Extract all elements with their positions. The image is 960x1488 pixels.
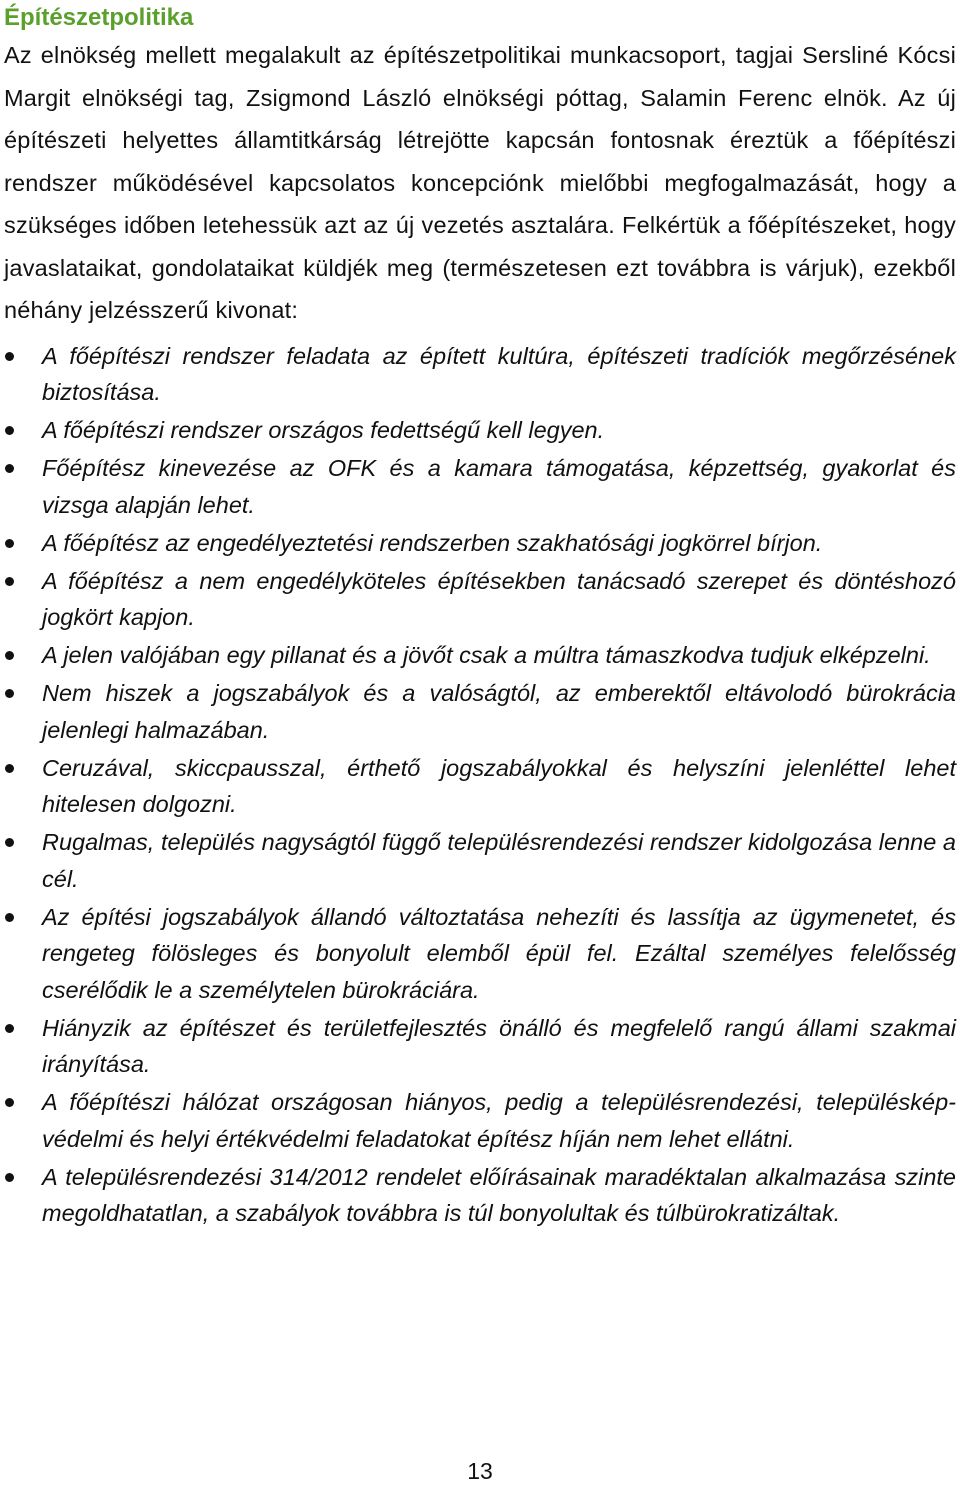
bullet-text: Az építési jogszabályok állandó változtatása nehezíti és lassítja az ügymenetet, és rengeteg fölösleges és bonyolult elemből épül fel. Ezáltal személyes felelősség cserélődik le a személytelen bürokráciára. [42,903,956,1003]
bullet-item [4,525,956,562]
bullet-dot-icon [5,913,14,922]
intro-paragraph: Az elnökség mellett megalakult az építészetpolitikai munkacsoport, tagjai Sersliné Kócsi Margit elnökségi tag, Zsigmond László elnökségi póttag, Salamin Ferenc elnök. Az új építészeti helyettes államtitkárság létrejötte kapcsán fontosnak éreztük a főépítészi rendszer működésével kapcsolatos koncepciónk mielőbbi megfogalmazását, hogy a szükséges időben letehessük azt az új vezetés asztalára. Felkértük a főépítészeket, hogy javaslataikat, gondolataikat küldjék meg (természetesen ezt továbbra is várjuk), ezekből néhány jelzésszerű kivonat: [4,42,956,323]
bullet-dot-icon [5,651,14,660]
bullet-dot-icon [5,539,14,548]
bullet-item [4,1084,956,1157]
bullet-item [4,450,956,523]
bullet-item [4,899,956,1009]
bullet-item [4,824,956,897]
bullet-dot-icon [5,1024,14,1033]
bullet-dot-icon [5,426,14,435]
bullet-item [4,1010,956,1083]
bullet-text: Ceruzával, skiccpausszal, érthető jogszabályokkal és helyszíni jelenléttel lehet hitelesen dolgozni. [42,754,956,817]
bullet-dot-icon [5,838,14,847]
bullet-item [4,412,956,449]
bullet-dot-icon [5,577,14,586]
bullet-dot-icon [5,764,14,773]
bullet-text: A főépítész az engedélyeztetési rendszerben szakhatósági jogkörrel bírjon. [42,529,823,556]
bullet-text: A településrendezési 314/2012 rendelet előírásainak maradéktalan alkalmazása szinte megoldhatatlan, a szabályok továbbra is túl bonyolultak és túlbürokratizáltak. [42,1163,956,1226]
bullet-item [4,338,956,411]
bullet-dot-icon [5,1173,14,1182]
bullet-item [4,637,956,674]
bullet-text: A főépítészi hálózat országosan hiányos, pedig a településrendezési, településkép-védelmi és helyi értékvédelmi feladatokat építész híján nem lehet ellátni. [42,1089,956,1152]
bullet-dot-icon [5,1098,14,1107]
bullet-dot-icon [5,464,14,473]
bullet-list [4,338,956,1232]
bullet-text: A főépítészi rendszer feladata az épített kultúra, építészeti tradíciók megőrzésének biztosítása. [42,342,956,405]
bullet-text: A főépítészi rendszer országos fedettségű kell legyen. [42,417,605,443]
bullet-text: Rugalmas, település nagyságtól függő településrendezési rendszer kidolgozása lenne a cél. [42,829,956,892]
bullet-dot-icon [5,352,14,361]
bullet-text: A főépítész a nem engedélyköteles építésekben tanácsadó szerepet és döntéshozó jogkört kapjon. [42,567,956,630]
bullet-item [4,675,956,748]
bullet-item [4,563,956,636]
bullet-text: Nem hiszek a jogszabályok és a valóságtól, az emberektől eltávolodó bürokrácia jelenlegi halmazában. [42,680,956,743]
bullet-item [4,1159,956,1232]
page-number: 13 [467,1458,493,1484]
bullet-item [4,750,956,823]
bullet-text: A jelen valójában egy pillanat és a jövőt csak a múltra támaszkodva tudjuk elképzelni. [42,642,931,668]
bullet-text: Hiányzik az építészet és területfejlesztés önálló és megfelelő rangú állami szakmai irányítása. [42,1014,956,1077]
section-heading: Építészetpolitika [4,4,194,31]
bullet-text: Főépítész kinevezése az OFK és a kamara támogatása, képzettség, gyakorlat és vizsga alapján lehet. [42,455,956,518]
bullet-dot-icon [5,689,14,698]
